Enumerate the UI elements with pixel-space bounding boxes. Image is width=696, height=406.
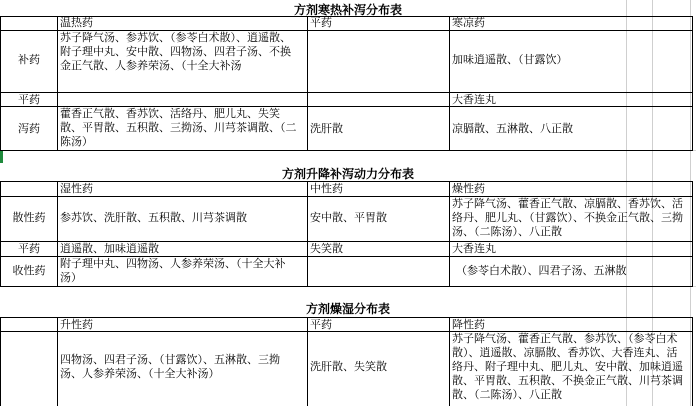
col-header[interactable]: 温热药 <box>60 16 93 29</box>
table-cell[interactable]: （参苓白术散）、四君子汤、五淋散 <box>456 264 627 277</box>
table-cell[interactable]: 大香连丸 <box>452 242 496 255</box>
row-label[interactable]: 散性药 <box>12 211 46 224</box>
table-cell[interactable]: 失笑散 <box>310 242 343 255</box>
table-cell[interactable]: 苏子降气汤、藿香正气散、参苏饮、（参苓白术散）、逍遥散、凉膈散、香苏饮、大香连丸、活络丹、附子理中丸、肥儿丸、安中散、加味逍遥散、平胃散、五积散、不换金正气散、川芎茶调散、（二陈汤）、八正散 <box>452 332 683 401</box>
row-label[interactable]: 泻药 <box>18 122 40 135</box>
row-label[interactable]: 补药 <box>18 53 40 66</box>
col-header[interactable]: 升性药 <box>60 318 93 331</box>
row-label[interactable]: 收性药 <box>12 264 46 277</box>
col-header[interactable]: 平药 <box>310 16 332 29</box>
table-cell[interactable]: 加味逍遥散、（甘露饮） <box>452 53 568 66</box>
table-cell[interactable]: 四物汤、四君子汤、（甘露饮）、五淋散、三拗汤、人参养荣汤、（十全大补汤） <box>60 353 280 380</box>
table-cell[interactable]: 凉膈散、五淋散、八正散 <box>452 122 573 135</box>
col-header[interactable]: 湿性药 <box>60 182 93 195</box>
col-header[interactable]: 寒凉药 <box>452 16 485 29</box>
col-header[interactable]: 燥性药 <box>452 182 485 195</box>
row-label[interactable]: 平药 <box>18 93 40 106</box>
col-header[interactable]: 中性药 <box>310 182 343 195</box>
table-cell[interactable]: 藿香正气散、香苏饮、活络丹、肥儿丸、失笑散、平胃散、五积散、三拗汤、川芎茶调散、（二陈汤） <box>60 107 297 148</box>
table-1-title: 方剂寒热补泻分布表 <box>293 3 402 17</box>
table-cell[interactable]: 苏子降气汤、参苏饮、（参苓白术散）、逍遥散、附子理中丸、安中散、四物汤、四君子汤、不换金正气散、人参养荣汤、（十全大补汤 <box>60 31 291 72</box>
table-cell[interactable]: 参苏饮、洗肝散、五积散、川芎茶调散 <box>60 211 247 224</box>
table-cell[interactable]: 洗肝散、失笑散 <box>310 360 387 373</box>
table-cell[interactable]: 附子理中丸、四物汤、人参养荣汤、（十全大补汤） <box>60 257 286 284</box>
table-cell[interactable]: 大香连丸 <box>452 93 496 106</box>
col-header[interactable]: 平药 <box>310 318 332 331</box>
table-cell[interactable]: 逍遥散、加味逍遥散 <box>60 242 159 255</box>
row-label[interactable]: 平药 <box>18 242 40 255</box>
table-2-title: 方剂升降补泻动力分布表 <box>281 167 414 181</box>
table-cell[interactable]: 苏子降气汤、藿香正气散、凉膈散、香苏饮、活络丹、肥儿丸、（甘露饮）、不换金正气散、三拗汤、（二陈汤）、八正散 <box>452 197 683 238</box>
table-cell[interactable]: 洗肝散 <box>310 122 343 135</box>
table-cell[interactable]: 安中散、平胃散 <box>310 211 387 224</box>
col-header[interactable]: 降性药 <box>452 318 485 331</box>
table-3-title: 方剂燥湿分布表 <box>305 302 390 316</box>
